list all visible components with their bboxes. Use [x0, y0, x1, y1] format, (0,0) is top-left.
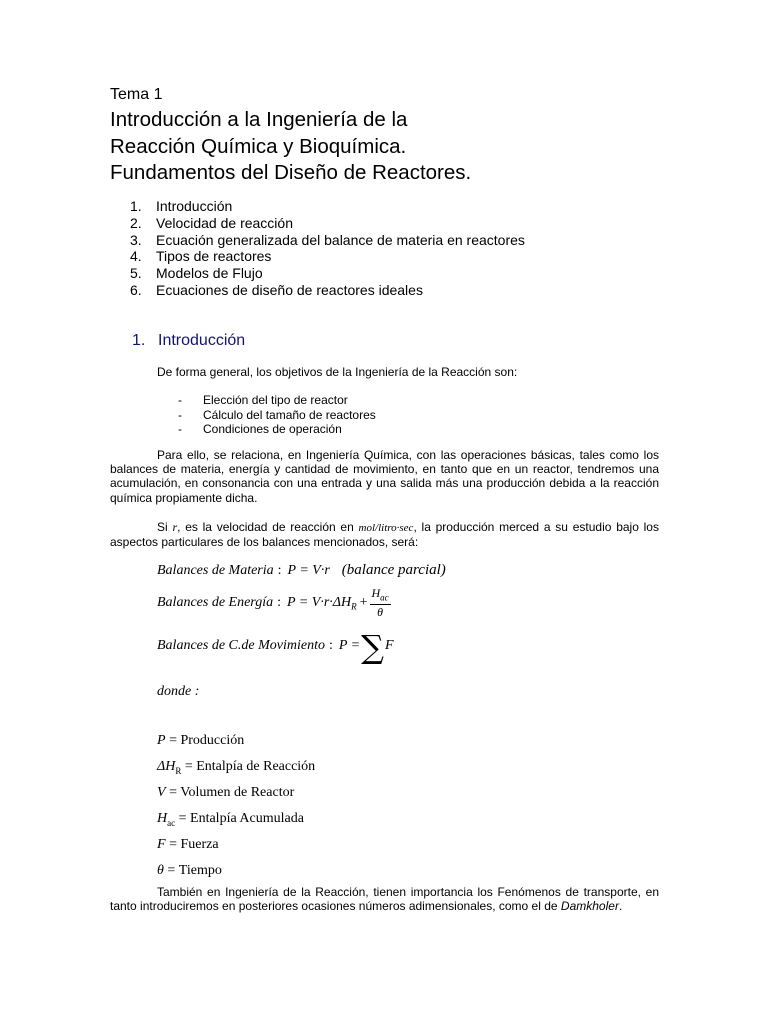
summation-symbol: ∑	[361, 628, 384, 666]
equation-movimiento: Balances de C.de Movimiento : P =∑F	[157, 628, 394, 666]
table-of-contents	[130, 198, 525, 299]
units: mol/litro·sec	[358, 522, 414, 534]
definition-item: $H_{ac}$ = Entalpía Acumulada	[157, 811, 304, 829]
title-line-2: Reacción Química y Bioquímica.	[110, 135, 407, 158]
toc-item-label: Modelos de Flujo	[156, 265, 263, 282]
paragraph-1: Para ello, se relaciona, en Ingeniería Química, con las operaciones básicas, tales como los balances de materia, energía y cantidad de movimiento, en tanto que en un reactor, tendremos una acumulación, en consonancia con una entrada y una salida más una producción debida a la reacción química propiamente dicha.	[110, 448, 659, 505]
paragraph-2: Si r, es la velocidad de reacción en mol/litro·sec, la producción merced a su estudio bajo los aspectos particulares de los balances mencionados, será:	[110, 520, 659, 550]
title-line-3: Fundamentos del Diseño de Reactores.	[110, 161, 472, 184]
section-heading: 1. Introducción	[132, 332, 246, 349]
definitions-list	[157, 730, 315, 887]
toc-item-label: Ecuaciones de diseño de reactores ideales	[156, 281, 423, 298]
toc-item: 5. Modelos de Flujo	[130, 265, 263, 282]
definition-item: F = Fuerza	[157, 837, 219, 853]
toc-item-label: Introducción	[156, 198, 233, 214]
list-item: - Elección del tipo de reactor	[178, 393, 348, 407]
list-item: - Cálculo del tamaño de reactores	[178, 407, 376, 422]
topic-label: Tema 1	[110, 86, 163, 103]
toc-item: 3. Ecuación generalizada del balance de materia en reactores	[130, 231, 525, 248]
damkholer-name: Damkholer	[560, 899, 619, 914]
toc-item-label: Ecuación generalizada del balance de materia en reactores	[156, 231, 525, 248]
toc-item: 6. Ecuaciones de diseño de reactores ideales	[130, 281, 423, 298]
donde-label: donde :	[157, 684, 200, 699]
equation-energia: Balances de Energía : $P = V\cdot r\cdot\Delta H_R$ + $\frac{H_{ac}}{\theta}$	[157, 586, 389, 620]
definition-item: V = Volumen de Reactor	[157, 785, 295, 801]
fraction: $\frac{H_{ac}}{\theta}$	[371, 586, 389, 620]
list-item: - Condiciones de operación	[178, 422, 342, 436]
variable-r: r	[172, 520, 178, 534]
toc-item-label: Velocidad de reacción	[156, 214, 293, 231]
objectives-list	[178, 393, 376, 437]
toc-item: 1. Introducción	[130, 198, 233, 214]
definition-item: P = Producción	[157, 733, 245, 748]
paragraph-3: También en Ingeniería de la Reacción, tienen importancia los Fenómenos de transporte, en tanto introduciremos en posteriores ocasiones números adimensionales, como el de Damkholer.	[110, 885, 659, 914]
toc-item-label: Tipos de reactores	[156, 248, 272, 265]
definition-item: $\Delta H_R$ = Entalpía de Reacción	[157, 759, 316, 776]
equation-materia: Balances de Materia : P = V·r (balance parcial)	[157, 562, 446, 578]
intro-text: De forma general, los objetivos de la Ingeniería de la Reacción son:	[157, 365, 518, 379]
title-line-1: Introducción a la Ingeniería de la	[110, 108, 408, 131]
definition-item: θ = Tiempo	[157, 863, 222, 879]
section-heading-label: Introducción	[158, 332, 246, 349]
toc-item: 4. Tipos de reactores	[130, 248, 272, 265]
toc-item: 2. Velocidad de reacción	[130, 214, 293, 231]
